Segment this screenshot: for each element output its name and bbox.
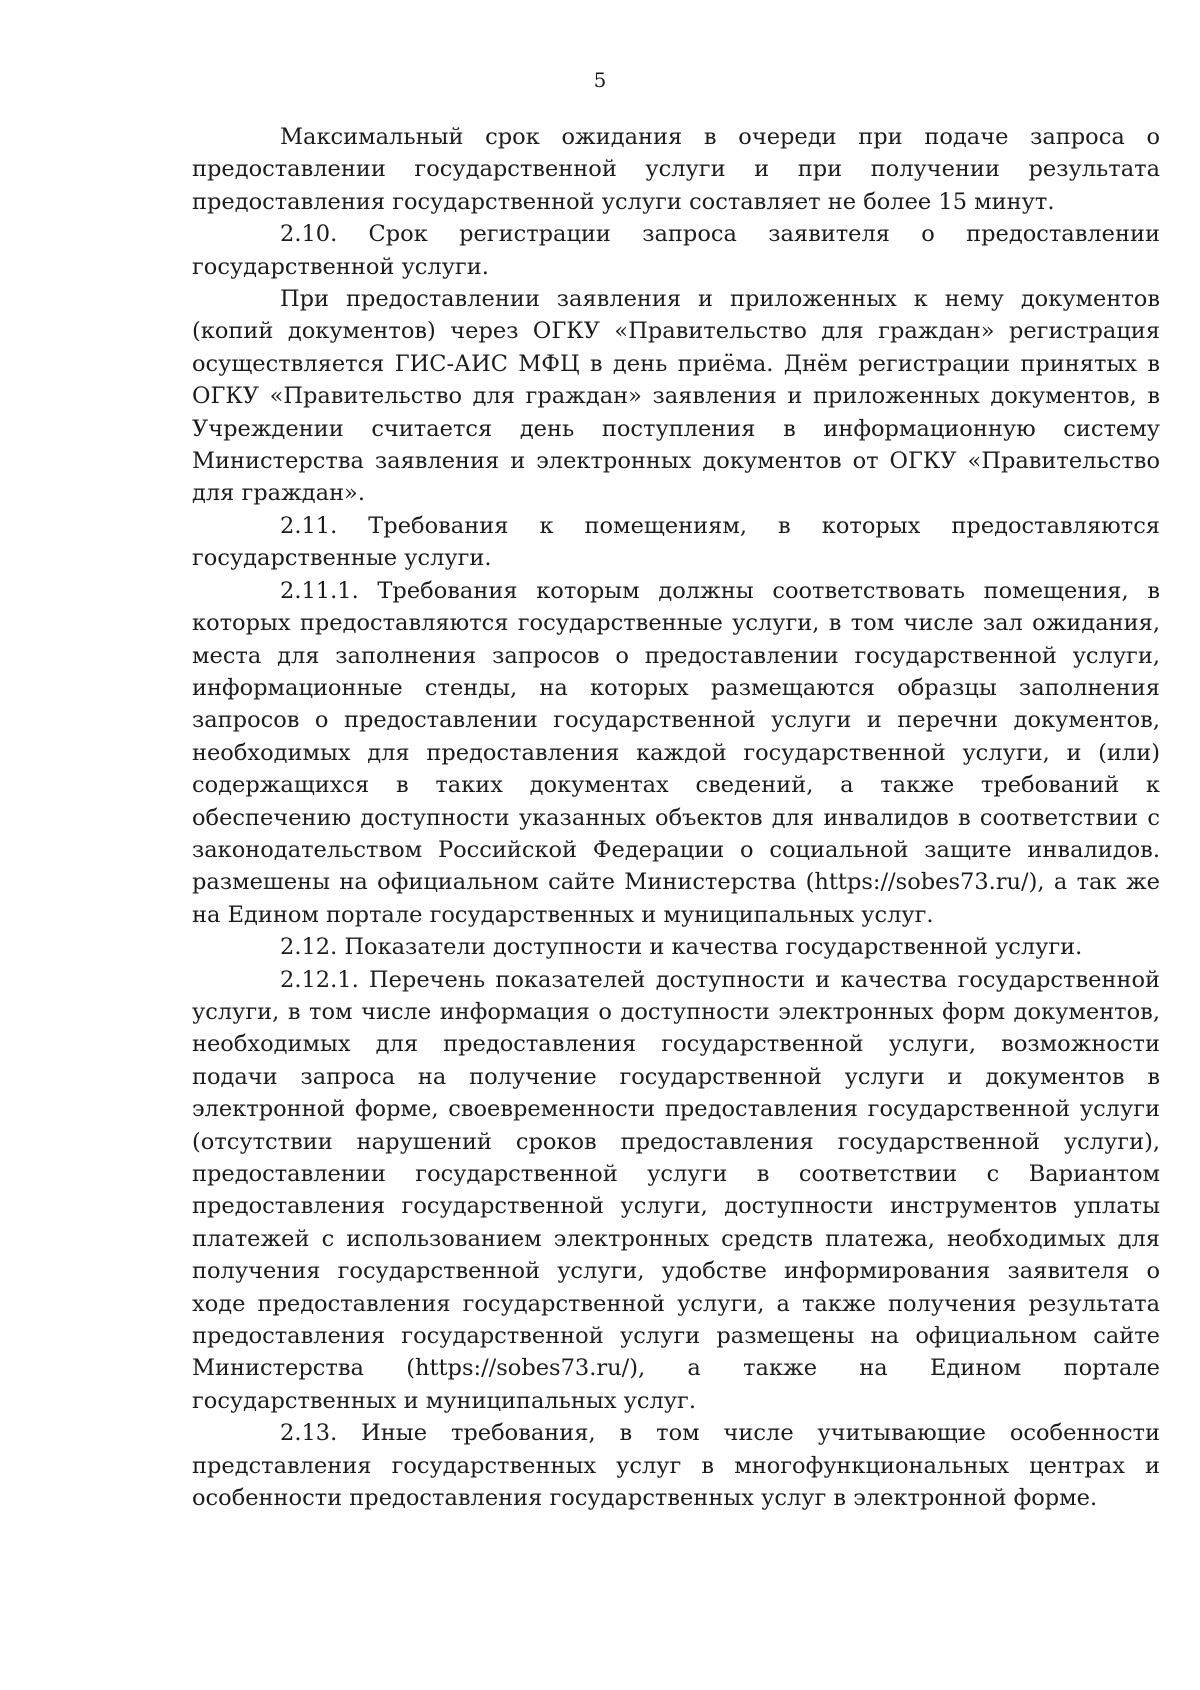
- paragraph-2-11-1: 2.11.1. Требования которым должны соответствовать помещения, в которых предоставляются государственные услуги, в том числе зал ожидания, места для заполнения запросов о предоставлении государственной услуги, информационные стенды, на которых размещаются образцы заполнения запросов о предоставлении государственной услуги и перечни документов, необходимых для предоставления каждой государственной услуги, и (или) содержащихся в таких документах сведений, а также требований к обеспечению доступности указанных объектов для инвалидов в соответствии с законодательством Российской Федерации о социальной защите инвалидов. размешены на официальном сайте Министерства (https://sobes73.ru/), а так же на Едином портале государственных и муниципальных услуг.: [192, 577, 1160, 928]
- paragraph-registration-details: При предоставлении заявления и приложенных к нему документов (копий документов) через ОГКУ «Правительство для граждан» регистрация осуществляется ГИС-АИС МФЦ в день приёма. Днём регистрации принятых в ОГКУ «Правительство для граждан» заявления и приложенных документов, в Учреждении считается день поступления в информационную систему Министерства заявления и электронных документов от ОГКУ «Правительство для граждан».: [192, 286, 1160, 507]
- document-body: [192, 121, 1160, 1514]
- paragraph-queue-wait-time: Максимальный срок ожидания в очереди при подаче запроса о предоставлении государственной услуги и при получении результата предоставления государственной услуги составляет не более 15 минут.: [192, 124, 1160, 215]
- paragraph-2-12-1: 2.12.1. Перечень показателей доступности и качества государственной услуги, в том числе информация о доступности электронных форм документов, необходимых для предоставления государственной услуги, возможности подачи запроса на получение государственной услуги и документов в электронной форме, своевременности предоставления государственной услуги (отсутствии нарушений сроков предоставления государственной услуги), предоставлении государственной услуги в соответствии с Вариантом предоставления государственной услуги, доступности инструментов уплаты платежей с использованием электронных средств платежа, необходимых для получения государственной услуги, удобстве информирования заявителя о ходе предоставления государственной услуги, а также получения результата предоставления государственной услуги размещены на официальном сайте Министерства (https://sobes73.ru/), а также на Едином портале государственных и муниципальных услуг.: [192, 966, 1160, 1414]
- paragraph-2-11-heading: 2.11. Требования к помещениям, в которых предоставляются государственные услуги.: [192, 512, 1160, 572]
- paragraph-2-13: 2.13. Иные требования, в том числе учитывающие особенности представления государственных услуг в многофункциональных центрах и особенности предоставления государственных услуг в электронной форме.: [192, 1420, 1160, 1512]
- paragraph-2-12-heading: 2.12. Показатели доступности и качества государственной услуги.: [280, 934, 1083, 961]
- paragraph-2-10-heading: 2.10. Срок регистрации запроса заявителя о предоставлении государственной услуги.: [192, 221, 1160, 280]
- page-number: 5: [593, 68, 607, 92]
